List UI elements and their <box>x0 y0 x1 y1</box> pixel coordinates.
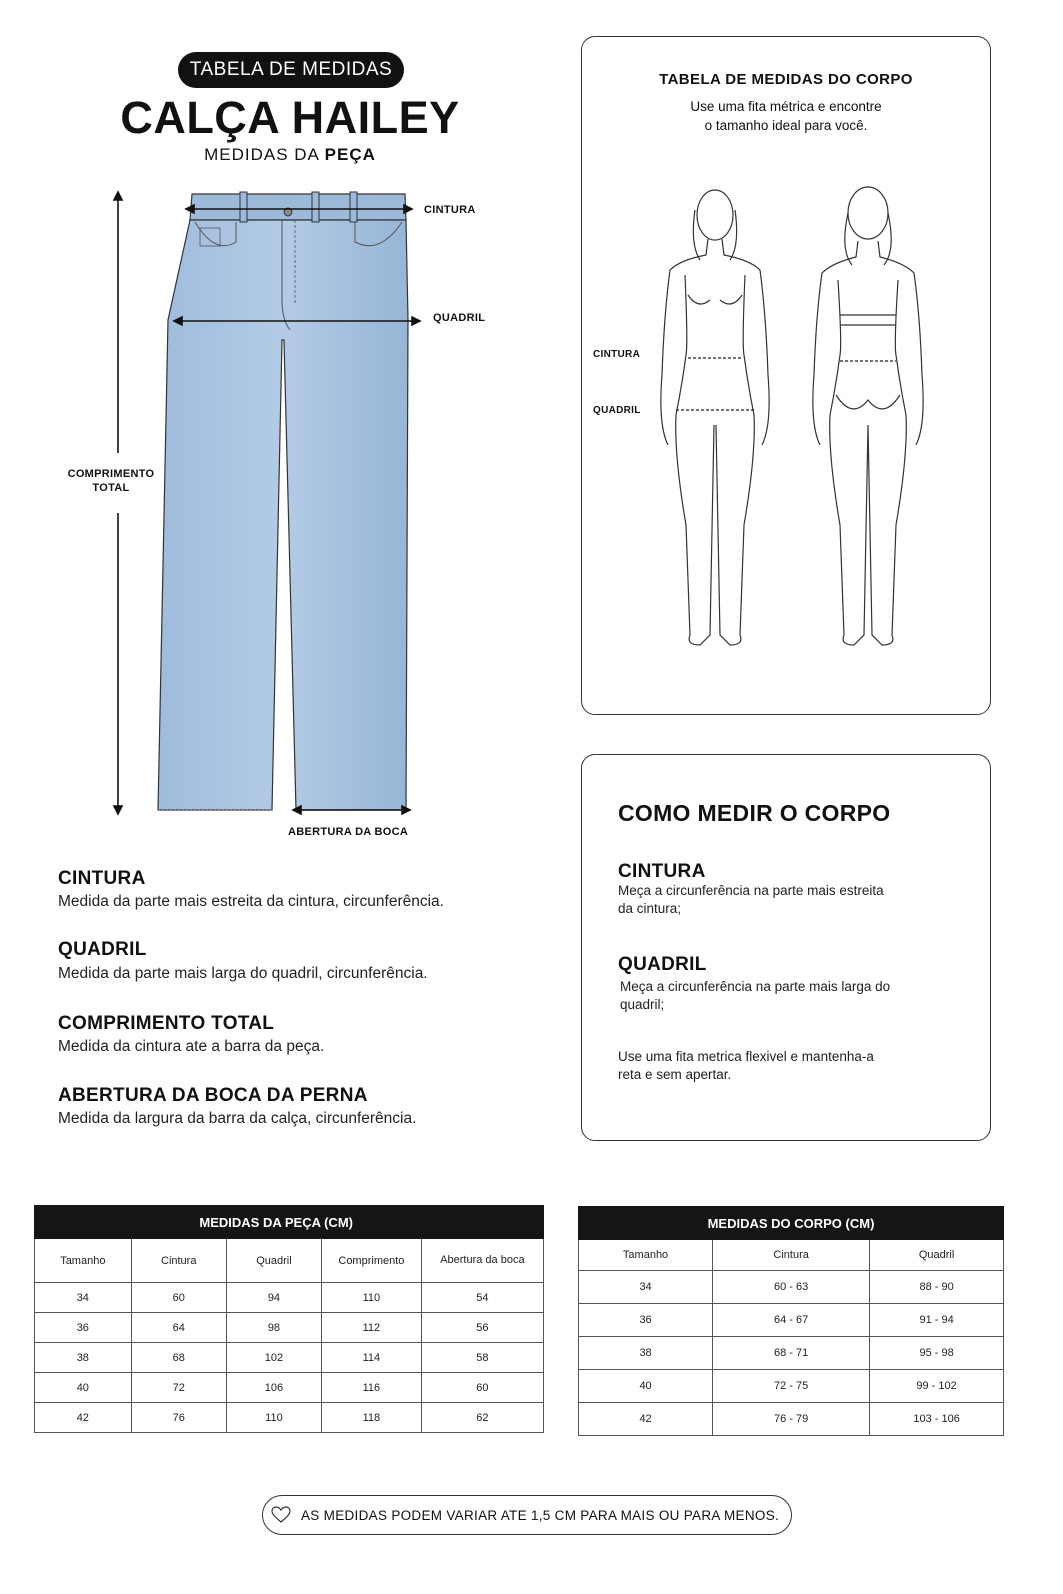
garment-header-cintura: Cintura <box>131 1239 226 1283</box>
how-to-title: COMO MEDIR O CORPO <box>618 800 891 826</box>
table-cell: 116 <box>322 1373 422 1403</box>
subtitle-bold: PEÇA <box>324 145 376 164</box>
table-cell: 88 - 90 <box>870 1271 1004 1304</box>
table-row <box>579 1403 1004 1436</box>
garment-header-tamanho: Tamanho <box>35 1239 132 1283</box>
def-title-cintura: CINTURA <box>58 868 146 889</box>
table-row <box>579 1271 1004 1304</box>
label-quadril: QUADRIL <box>433 312 486 324</box>
how-to-quadril-title: QUADRIL <box>618 954 707 975</box>
table-cell: 91 - 94 <box>870 1304 1004 1337</box>
garment-header-quadril: Quadril <box>226 1239 321 1283</box>
table-cell: 60 - 63 <box>713 1271 870 1304</box>
body-table-header-row <box>579 1240 1004 1271</box>
page-subtitle <box>80 145 500 165</box>
label-comprimento-line2: TOTAL <box>92 482 130 494</box>
how-to-cintura-title: CINTURA <box>618 861 706 882</box>
table-cell: 58 <box>421 1343 543 1373</box>
table-cell: 98 <box>226 1313 321 1343</box>
def-title-quadril: QUADRIL <box>58 939 147 960</box>
table-cell: 36 <box>579 1304 713 1337</box>
garment-header-comprimento: Comprimento <box>322 1239 422 1283</box>
table-cell: 64 - 67 <box>713 1304 870 1337</box>
table-row <box>579 1370 1004 1403</box>
body-label-quadril: QUADRIL <box>593 405 641 416</box>
table-cell: 94 <box>226 1283 321 1313</box>
def-text-quadril: Medida da parte mais larga do quadril, circunferência. <box>58 965 428 982</box>
body-card-title: TABELA DE MEDIDAS DO CORPO <box>659 71 913 88</box>
heart-icon <box>271 1506 291 1524</box>
garment-table-title: MEDIDAS DA PEÇA (CM) <box>131 1206 421 1239</box>
def-text-abertura: Medida da largura da barra da calça, circunferência. <box>58 1110 417 1127</box>
table-cell: 114 <box>322 1343 422 1373</box>
table-row <box>579 1304 1004 1337</box>
label-cintura: CINTURA <box>424 204 476 216</box>
table-cell: 42 <box>579 1403 713 1436</box>
how-to-tip-line1: Use uma fita metrica flexivel e mantenha-a <box>618 1049 874 1064</box>
table-cell: 72 <box>131 1373 226 1403</box>
how-to-tip-line2: reta e sem apertar. <box>618 1067 732 1082</box>
table-row <box>35 1373 544 1403</box>
table-row <box>579 1337 1004 1370</box>
table-cell: 72 - 75 <box>713 1370 870 1403</box>
body-card-subtitle-line1: Use uma fita métrica e encontre <box>690 99 882 114</box>
def-text-comprimento: Medida da cintura ate a barra da peça. <box>58 1038 325 1055</box>
page-title: CALÇA HAILEY <box>120 92 460 143</box>
table-cell: 112 <box>322 1313 422 1343</box>
def-title-abertura: ABERTURA DA BOCA DA PERNA <box>58 1085 368 1106</box>
def-text-cintura: Medida da parte mais estreita da cintura, circunferência. <box>58 893 444 910</box>
table-cell: 103 - 106 <box>870 1403 1004 1436</box>
jeans-illustration <box>50 180 530 850</box>
table-cell: 95 - 98 <box>870 1337 1004 1370</box>
table-cell: 60 <box>421 1373 543 1403</box>
body-header-tamanho: Tamanho <box>579 1240 713 1271</box>
how-to-quadril-text <box>620 978 890 1014</box>
how-to-cintura-line1: Meça a circunferência na parte mais estreita <box>618 883 884 898</box>
table-cell: 56 <box>421 1313 543 1343</box>
label-comprimento-line1: COMPRIMENTO <box>67 468 155 480</box>
table-cell: 110 <box>226 1403 321 1433</box>
label-comprimento <box>62 467 160 495</box>
garment-table <box>34 1205 544 1433</box>
body-figure-illustration <box>640 175 950 655</box>
table-cell: 36 <box>35 1313 132 1343</box>
body-header-cintura: Cintura <box>713 1240 870 1271</box>
table-cell: 110 <box>322 1283 422 1313</box>
table-cell: 34 <box>579 1271 713 1304</box>
table-cell: 62 <box>421 1403 543 1433</box>
subtitle-prefix: MEDIDAS DA <box>204 145 325 164</box>
footer-note <box>262 1495 792 1535</box>
table-cell: 118 <box>322 1403 422 1433</box>
table-cell: 54 <box>421 1283 543 1313</box>
garment-table-header-row <box>35 1239 544 1283</box>
header-badge: TABELA DE MEDIDAS <box>178 52 404 88</box>
table-cell: 68 - 71 <box>713 1337 870 1370</box>
garment-table-title-row <box>35 1206 544 1239</box>
body-table-title: MEDIDAS DO CORPO (CM) <box>579 1207 1004 1240</box>
table-cell: 102 <box>226 1343 321 1373</box>
how-to-cintura-text <box>618 882 884 918</box>
label-abertura: ABERTURA DA BOCA <box>288 826 409 838</box>
table-cell: 106 <box>226 1373 321 1403</box>
body-card-subtitle-line2: o tamanho ideal para você. <box>704 118 868 133</box>
how-to-quadril-line1: Meça a circunferência na parte mais larga do <box>620 979 891 994</box>
table-row <box>35 1403 544 1433</box>
table-cell: 76 <box>131 1403 226 1433</box>
table-cell: 99 - 102 <box>870 1370 1004 1403</box>
table-cell: 38 <box>579 1337 713 1370</box>
how-to-quadril-line2: quadril; <box>620 997 665 1012</box>
body-table <box>578 1206 1004 1436</box>
body-header-quadril: Quadril <box>870 1240 1004 1271</box>
table-cell: 42 <box>35 1403 132 1433</box>
table-row <box>35 1283 544 1313</box>
table-cell: 60 <box>131 1283 226 1313</box>
table-cell: 40 <box>35 1373 132 1403</box>
how-to-tip <box>618 1048 874 1084</box>
table-cell: 64 <box>131 1313 226 1343</box>
body-card-subtitle <box>581 97 991 135</box>
table-row <box>35 1343 544 1373</box>
table-row <box>35 1313 544 1343</box>
table-cell: 68 <box>131 1343 226 1373</box>
table-cell: 40 <box>579 1370 713 1403</box>
body-table-title-row <box>579 1207 1004 1240</box>
def-title-comprimento: COMPRIMENTO TOTAL <box>58 1013 275 1034</box>
garment-header-abertura: Abertura da boca <box>421 1239 543 1283</box>
table-cell: 34 <box>35 1283 132 1313</box>
table-cell: 76 - 79 <box>713 1403 870 1436</box>
footer-text: AS MEDIDAS PODEM VARIAR ATE 1,5 CM PARA MAIS OU PARA MENOS. <box>301 1507 780 1523</box>
body-label-cintura: CINTURA <box>593 349 641 360</box>
how-to-cintura-line2: da cintura; <box>618 901 682 916</box>
table-cell: 38 <box>35 1343 132 1373</box>
